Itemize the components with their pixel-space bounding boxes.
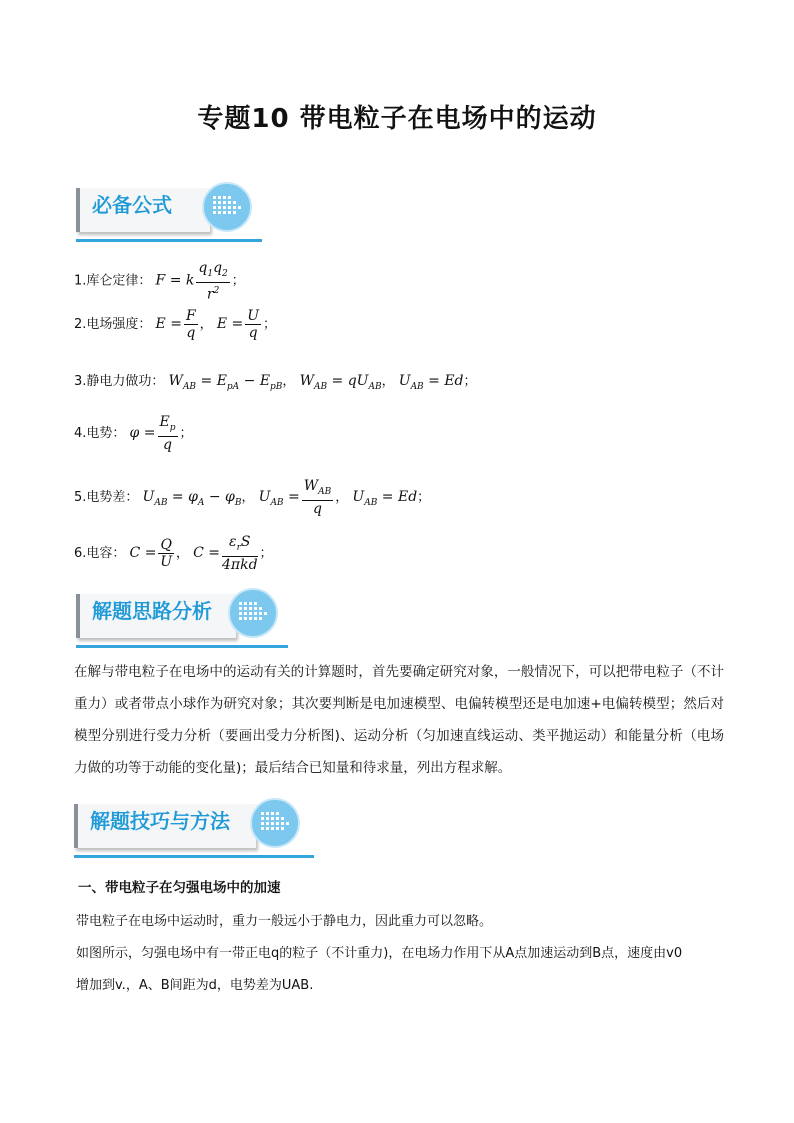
section-banner-formulas — [76, 180, 266, 242]
formula-coulomb: 1.库仑定律： F = k $\frac{q_1q_2}{r^2}$ ； — [74, 260, 245, 303]
banner-label: 解题思路分析 — [92, 599, 212, 623]
section-heading: 一、带电粒子在匀强电场中的加速 — [78, 880, 281, 896]
page-title: 专题10 带电粒子在电场中的运动 — [197, 104, 597, 134]
body-line-3: 增加到v.，A、B间距为d，电势差为UAB. — [76, 978, 314, 993]
body-line-2: 如图所示，匀强电场中有一带正电q的粒子（不计重力)，在电场力作用下从A点加速运动到B点，速度由v0 — [76, 946, 683, 961]
section-banner-techniques — [74, 796, 316, 858]
body-line-1: 带电粒子在电场中运动时，重力一般远小于静电力，因此重力可以忽略。 — [76, 914, 493, 929]
formula-capacitance: 6.电容： C = $\frac{Q}{U}$ ， C = $\frac{\varepsilon_rS}{\text{4πkd}}$ ； — [74, 534, 273, 573]
formula-potential-difference: 5.电势差： $U_{AB} = \varphi_A - \varphi_B$， $U_{AB}$ = $\frac{W_{AB}}{q}$ ， $U_{AB} = Ed$； — [74, 478, 431, 517]
section-banner-analysis — [76, 586, 290, 648]
formula-potential: 4.电势： φ = $\frac{E_p}{q}$ ； — [74, 414, 193, 453]
banner-label: 必备公式 — [92, 193, 172, 217]
dot-grid-icon — [202, 182, 252, 232]
analysis-paragraph: 在解与带电粒子在电场中的运动有关的计算题时，首先要确定研究对象，一般情况下，可以把带电粒子（不计重力）或者带点小球作为研究对象；其次要判断是电加速模型、电偏转模型还是电加速+电偏转模型；然后对模型分别进行受力分析（要画出受力分析图)、运动分析（匀加速直线运动、类平抛运动）和能量分析（电场力做的功等于动能的变化量)；最后结合已知量和待求量，列出方程求解。 — [74, 664, 724, 776]
formula-field-strength: 2.电场强度： E = $\frac{F}{q}$ ， E = $\frac{U}{q}$ ； — [74, 308, 277, 341]
dot-grid-icon — [228, 588, 278, 638]
dot-grid-icon — [250, 798, 300, 848]
banner-label: 解题技巧与方法 — [90, 809, 230, 833]
formula-work: 3.静电力做功： $W_{AB} = E_{pA} - E_{pB}$， $W_{AB} = qU_{AB}$， $U_{AB} = Ed$； — [74, 373, 477, 392]
